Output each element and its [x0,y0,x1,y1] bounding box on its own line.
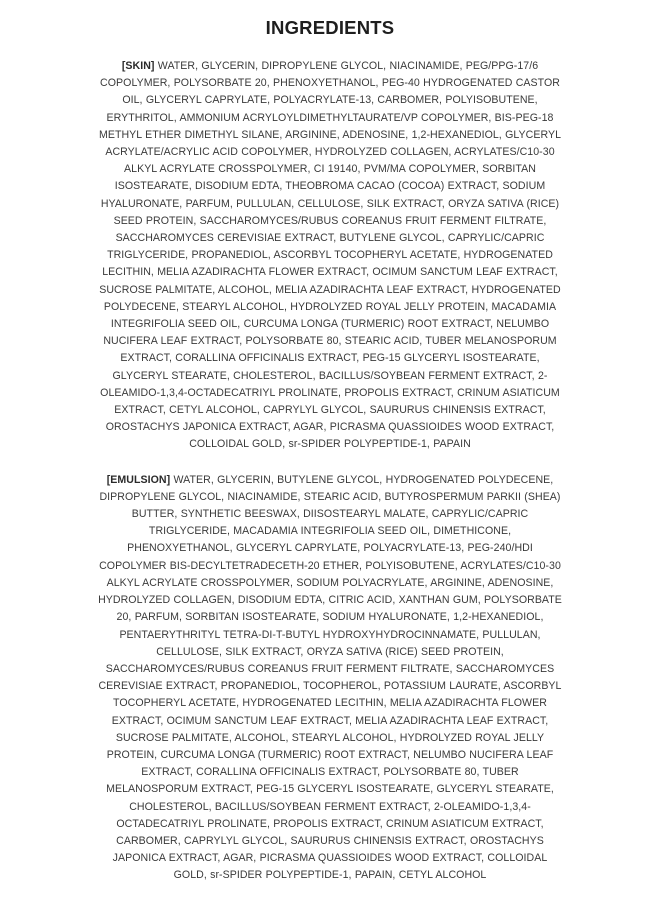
skin-section-label: [SKIN] [121,60,155,72]
emulsion-ingredients-text: WATER, GLYCERIN, BUTYLENE GLYCOL, HYDROGENATED POLYDECENE, DIPROPYLENE GLYCOL, NIACINAMIDE, STEARIC ACID, BUTYROSPERMUM PARKII (SHEA) BUTTER, SYNTHETIC BEESWAX, DIISOSTEARYL MALATE, CAPRYLIC/CAPRIC TRIGLYCERIDE, MACADAMIA INTEGRIFOLIA SEED OIL, DIMETHICONE, PHENOXYETHANOL, GLYCERYL CAPRYLATE, POLYACRYLATE-13, PEG-240/HDI COPOLYMER BIS-DECYLTETRADECETH-20 ETHER, POLYISOBUTENE, ACRYLATES/C10-30 ALKYL ACRYLATE CROSSPOLYMER, SODIUM POLYACRYLATE, ARGININE, ADENOSINE, HYDROLYZED COLLAGEN, DISODIUM EDTA, CITRIC ACID, XANTHAN GUM, POLYSORBATE 20, PARFUM, SORBITAN ISOSTEARATE, SODIUM HYALURONATE, 1,2-HEXANEDIOL, PENTAERYTHRITYL TETRA-DI-T-BUTYL HYDROXYHYDROCINNAMATE, PULLULAN, CELLULOSE, SILK EXTRACT, ORYZA SATIVA (RICE) SEED PROTEIN, SACCHAROMYCES/RUBUS COREANUS FRUIT FERMENT FILTRATE, SACCHAROMYCES CEREVISIAE EXTRACT, PROPANEDIOL, TOCOPHEROL, POTASSIUM LAURATE, ASCORBYL TOCOPHERYL ACETATE, HYDROGENATED LECITHIN, MELIA AZADIRACHTA FLOWER EXTRACT, OCIMUM SANCTUM LEAF EXTRACT, MELIA AZADIRACHTA LEAF EXTRACT, SUCROSE PALMITATE, ALCOHOL, STEARYL ALCOHOL, HYDROLYZED ROYAL JELLY PROTEIN, CURCUMA LONGA (TURMERIC) ROOT EXTRACT, NELUMBO NUCIFERA LEAF EXTRACT, CORALLINA OFFICINALIS EXTRACT, POLYSORBATE 80, TUBER MELANOSPORUM EXTRACT, PEG-15 GLYCERYL ISOSTEARATE, GLYCERYL STEARATE, CHOLESTEROL, BACILLUS/SOYBEAN FERMENT EXTRACT, 2-OLEAMIDO-1,3,4-OCTADECATRIYL PROLINATE, PROPOLIS EXTRACT, CRINUM ASIATICUM EXTRACT, CARBOMER, CAPRYLYL GLYCOL, SAURURUS CHINENSIS EXTRACT, OROSTACHYS JAPONICA EXTRACT, AGAR, PICRASMA QUASSIOIDES WOOD EXTRACT, COLLOIDAL GOLD, sr-SPIDER POLYPEPTIDE-1, PAPAIN, CETYL ALCOHOL [98,473,562,882]
emulsion-ingredients-section [98,472,562,885]
skin-ingredients-text: WATER, GLYCERIN, DIPROPYLENE GLYCOL, NIACINAMIDE, PEG/PPG-17/6 COPOLYMER, POLYSORBATE 20, PHENOXYETHANOL, PEG-40 HYDROGENATED CASTOR OIL, GLYCERYL CAPRYLATE, POLYACRYLATE-13, CARBOMER, POLYISOBUTENE, ERYTHRITOL, AMMONIUM ACRYLOYLDIMETHYLTAURATE/VP COPOLYMER, BIS-PEG-18 METHYL ETHER DIMETHYL SILANE, ARGININE, ADENOSINE, 1,2-HEXANEDIOL, GLYCERYL ACRYLATE/ACRYLIC ACID COPOLYMER, HYDROLYZED COLLAGEN, ACRYLATES/C10-30 ALKYL ACRYLATE CROSSPOLYMER, CI 19140, PVM/MA COPOLYMER, SORBITAN ISOSTEARATE, DISODIUM EDTA, THEOBROMA CACAO (COCOA) EXTRACT, SODIUM HYALURONATE, PARFUM, PULLULAN, CELLULOSE, SILK EXTRACT, ORYZA SATIVA (RICE) SEED PROTEIN, SACCHAROMYCES/RUBUS COREANUS FRUIT FERMENT FILTRATE, SACCHAROMYCES CEREVISIAE EXTRACT, BUTYLENE GLYCOL, CAPRYLIC/CAPRIC TRIGLYCERIDE, PROPANEDIOL, ASCORBYL TOCOPHERYL ACETATE, HYDROGENATED LECITHIN, MELIA AZADIRACHTA FLOWER EXTRACT, OCIMUM SANCTUM LEAF EXTRACT, SUCROSE PALMITATE, ALCOHOL, MELIA AZADIRACHTA LEAF EXTRACT, HYDROGENATED POLYDECENE, STEARYL ALCOHOL, HYDROLYZED ROYAL JELLY PROTEIN, MACADAMIA INTEGRIFOLIA SEED OIL, CURCUMA LONGA (TURMERIC) ROOT EXTRACT, NELUMBO NUCIFERA LEAF EXTRACT, POLYSORBATE 80, STEARIC ACID, TUBER MELANOSPORUM EXTRACT, CORALLINA OFFICINALIS EXTRACT, PEG-15 GLYCERYL ISOSTEARATE, GLYCERYL STEARATE, CHOLESTEROL, BACILLUS/SOYBEAN FERMENT EXTRACT, 2-OLEAMIDO-1,3,4-OCTADECATRIYL PROLINATE, PROPOLIS EXTRACT, CRINUM ASIATICUM EXTRACT, CETYL ALCOHOL, CAPRYLYL GLYCOL, SAURURUS CHINENSIS EXTRACT, OROSTACHYS JAPONICA EXTRACT, AGAR, PICRASMA QUASSIOIDES WOOD EXTRACT, COLLOIDAL GOLD, sr-SPIDER POLYPEPTIDE-1, PAPAIN [98,60,562,451]
emulsion-section-label: [EMULSION] [106,473,171,486]
skin-ingredients-section [98,58,562,454]
page-title: INGREDIENTS [265,17,395,38]
